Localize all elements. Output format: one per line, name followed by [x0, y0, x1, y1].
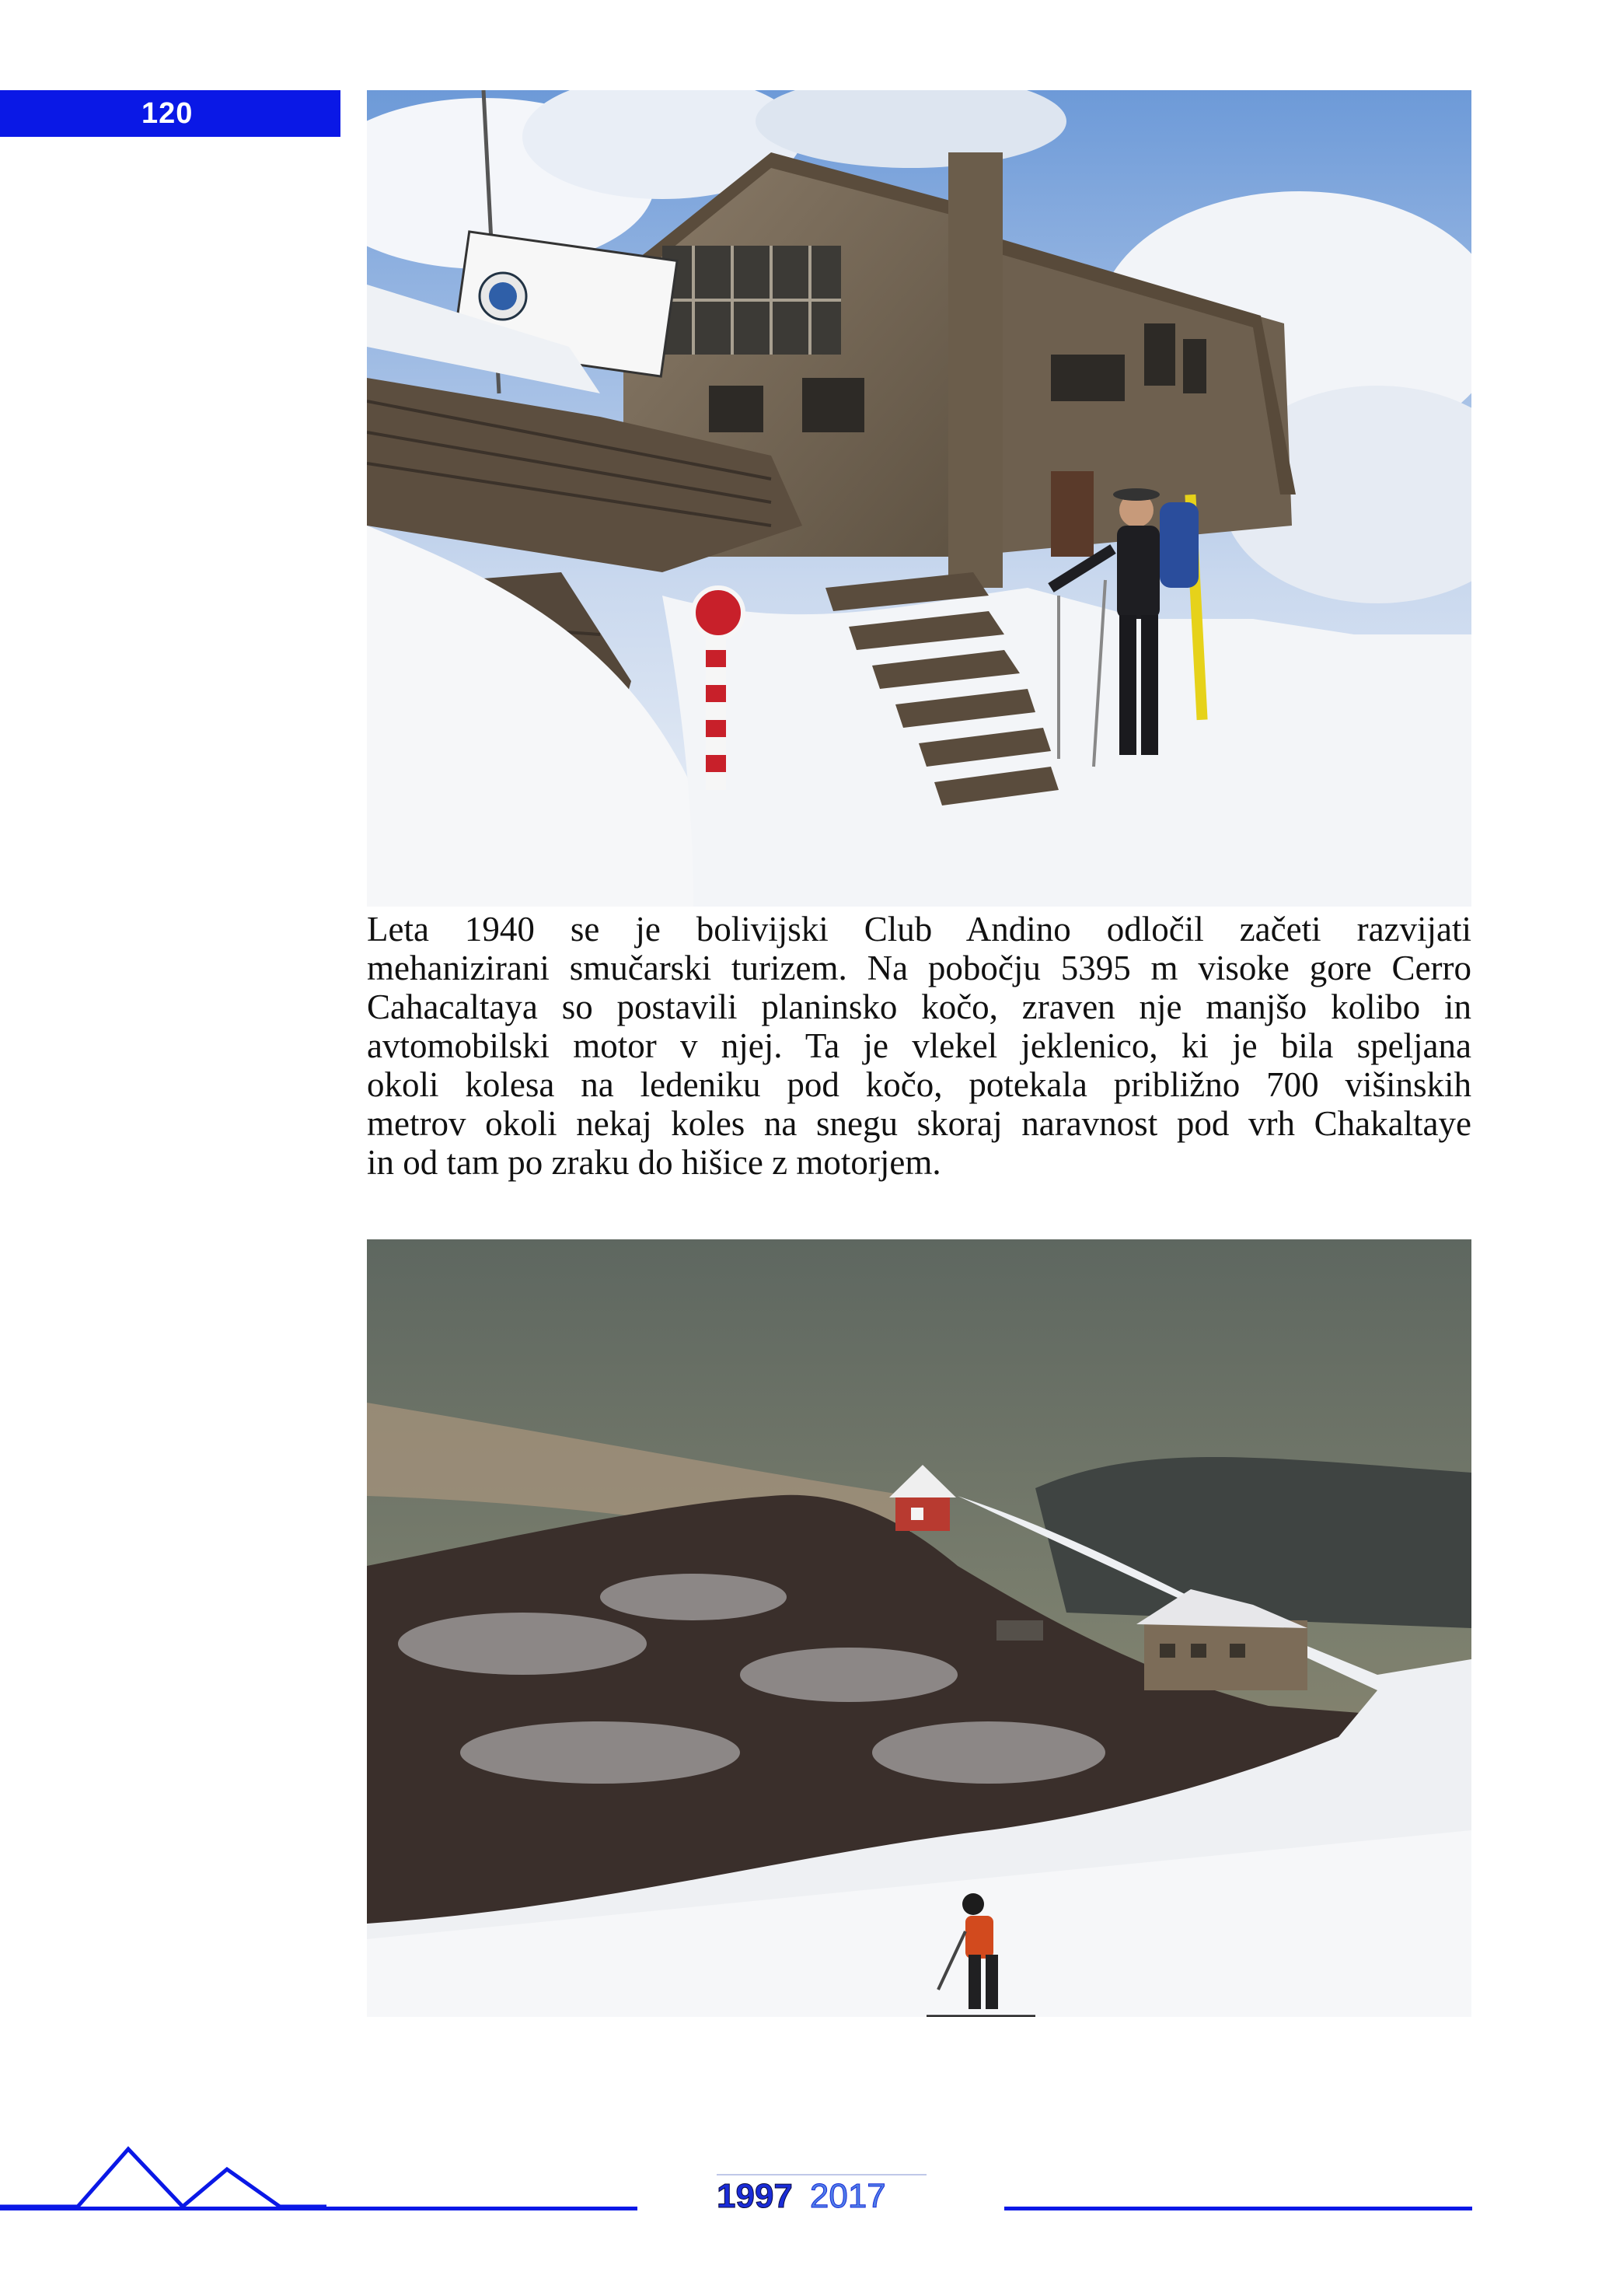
year-start: 1997 [717, 2177, 793, 2215]
photo-skier-slope [367, 1239, 1471, 2017]
caption-line: in od tam po zraku do hišice z motorjem. [367, 1143, 941, 1182]
footer-rule-left [0, 2207, 637, 2210]
caption-text [367, 910, 1471, 1182]
caption-line: avtomobilski motor v njej. Ta je vlekel jeklenico, ki je bila speljana [367, 1026, 1471, 1065]
page-number: 120 [141, 97, 194, 130]
year-end: 2017 [809, 2177, 886, 2215]
caption-line: mehanizirani smučarski turizem. Na pobočju 5395 m visoke gore Cerro [367, 949, 1471, 987]
photo-chacaltaya-hut [367, 90, 1471, 907]
caption-line: Cahacaltaya so postavili planinsko kočo, zraven nje manjšo kolibo in [367, 987, 1471, 1026]
page-number-tab [0, 90, 340, 137]
caption-line: Leta 1940 se je bolivijski Club Andino odločil začeti razvijati [367, 910, 1471, 949]
anniversary-years [717, 2177, 886, 2216]
caption-line: okoli kolesa na ledeniku pod kočo, potekala približno 700 višinskih [367, 1065, 1471, 1104]
mountain-line-icon [0, 2130, 326, 2216]
caption-line: metrov okoli nekaj koles na snegu skoraj naravnost pod vrh Chakaltaye [367, 1104, 1471, 1143]
footer-rule-right [1004, 2207, 1472, 2210]
